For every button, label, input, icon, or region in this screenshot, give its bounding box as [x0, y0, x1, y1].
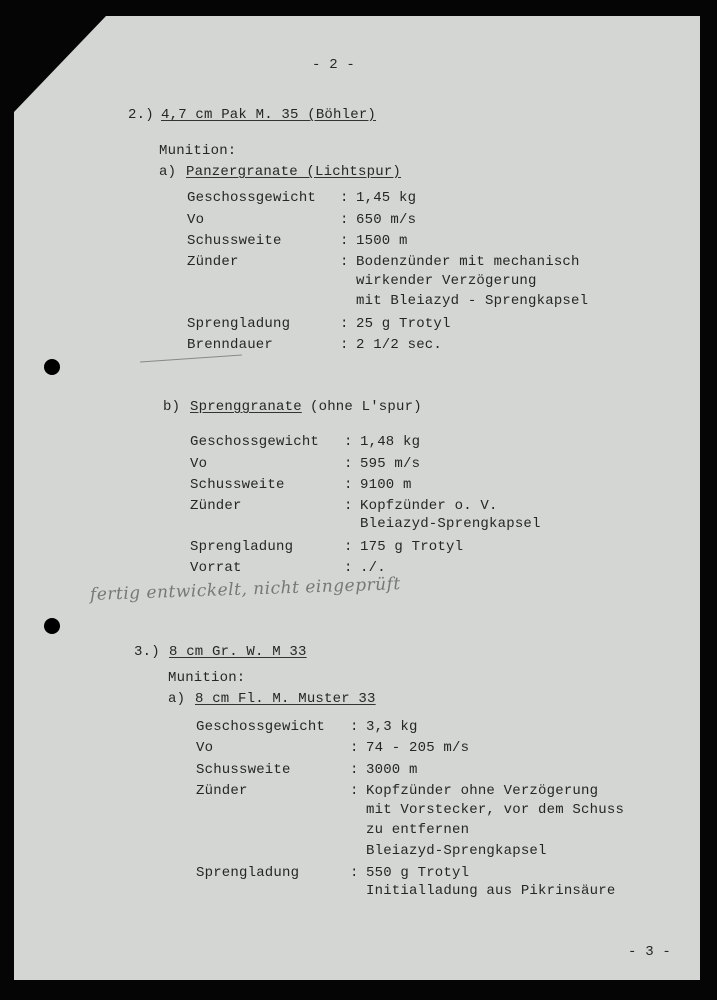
spec-label: Vo — [196, 740, 214, 756]
section-2b-title: Sprenggranate — [190, 399, 302, 415]
section-3-munition-heading: Munition: — [168, 670, 246, 686]
spec-value: 74 - 205 m/s — [366, 740, 470, 756]
spec-label: Brenndauer — [187, 337, 274, 353]
spec-separator: : — [350, 762, 359, 778]
spec-value: 650 m/s — [356, 212, 417, 228]
spec-label: Vo — [187, 212, 205, 228]
punch-hole-top — [44, 359, 60, 375]
spec-value: 175 g Trotyl — [360, 539, 464, 555]
spec-value: 3,3 kg — [366, 719, 418, 735]
spec-value: zu entfernen — [366, 822, 470, 838]
page-number-bottom: - 3 - — [628, 944, 672, 960]
section-2-munition-heading: Munition: — [159, 143, 237, 159]
spec-value: mit Bleiazyd - Sprengkapsel — [356, 293, 589, 309]
section-2b-letter: b) — [163, 399, 181, 415]
spec-label: Schussweite — [187, 233, 282, 249]
spec-label: Sprengladung — [196, 865, 300, 881]
spec-label: Sprengladung — [187, 316, 291, 332]
section-3a-letter: a) — [168, 691, 186, 707]
spec-separator: : — [344, 477, 353, 493]
spec-value: mit Vorstecker, vor dem Schuss — [366, 802, 625, 818]
spec-value: ./. — [360, 560, 386, 576]
spec-label: Schussweite — [196, 762, 291, 778]
punch-hole-bottom — [44, 618, 60, 634]
spec-value: 9100 m — [360, 477, 412, 493]
spec-value: 3000 m — [366, 762, 418, 778]
handwritten-note: fertig entwickelt, nicht eingeprüft — [89, 574, 402, 605]
section-2a-letter: a) — [159, 164, 177, 180]
spec-separator: : — [340, 212, 349, 228]
spec-separator: : — [350, 865, 359, 881]
section-2-title: 4,7 cm Pak M. 35 (Böhler) — [161, 107, 377, 123]
spec-value: 2 1/2 sec. — [356, 337, 443, 353]
section-3a-title: 8 cm Fl. M. Muster 33 — [195, 691, 376, 707]
spec-value: 1,48 kg — [360, 434, 421, 450]
section-2b-title-suffix: (ohne L'spur) — [310, 399, 422, 415]
spec-separator: : — [344, 560, 353, 576]
spec-separator: : — [344, 434, 353, 450]
spec-label: Geschossgewicht — [187, 190, 317, 206]
spec-separator: : — [340, 337, 349, 353]
spec-separator: : — [340, 316, 349, 332]
spec-label: Schussweite — [190, 477, 285, 493]
spec-label: Geschossgewicht — [196, 719, 326, 735]
spec-label: Geschossgewicht — [190, 434, 320, 450]
spec-separator: : — [340, 254, 349, 270]
spec-value: 595 m/s — [360, 456, 421, 472]
spec-separator: : — [344, 456, 353, 472]
section-2a-title: Panzergranate (Lichtspur) — [186, 164, 402, 180]
spec-separator: : — [350, 719, 359, 735]
spec-value: 1500 m — [356, 233, 408, 249]
spec-value: 1,45 kg — [356, 190, 417, 206]
spec-separator: : — [350, 740, 359, 756]
spec-value: 25 g Trotyl — [356, 316, 451, 332]
spec-label: Sprengladung — [190, 539, 294, 555]
spec-label: Vorrat — [190, 560, 242, 576]
spec-label: Zünder — [196, 783, 248, 799]
spec-value: Initialladung aus Pikrinsäure — [366, 883, 616, 899]
spec-value: Bleiazyd-Sprengkapsel — [360, 516, 541, 532]
spec-value: Bodenzünder mit mechanisch — [356, 254, 580, 270]
spec-separator: : — [350, 783, 359, 799]
spec-label: Zünder — [187, 254, 239, 270]
spec-value: Bleiazyd-Sprengkapsel — [366, 843, 547, 859]
spec-value: 550 g Trotyl — [366, 865, 470, 881]
spec-separator: : — [344, 498, 353, 514]
section-3-title: 8 cm Gr. W. M 33 — [169, 644, 307, 660]
section-2-number: 2.) — [128, 107, 154, 123]
section-3-number: 3.) — [134, 644, 160, 660]
spec-label: Vo — [190, 456, 208, 472]
spec-label: Zünder — [190, 498, 242, 514]
spec-value: Kopfzünder o. V. — [360, 498, 498, 514]
spec-separator: : — [344, 539, 353, 555]
spec-value: wirkender Verzögerung — [356, 273, 537, 289]
spec-value: Kopfzünder ohne Verzögerung — [366, 783, 599, 799]
spec-separator: : — [340, 233, 349, 249]
page-number-top: - 2 - — [312, 57, 356, 73]
document-page — [14, 16, 700, 980]
spec-separator: : — [340, 190, 349, 206]
